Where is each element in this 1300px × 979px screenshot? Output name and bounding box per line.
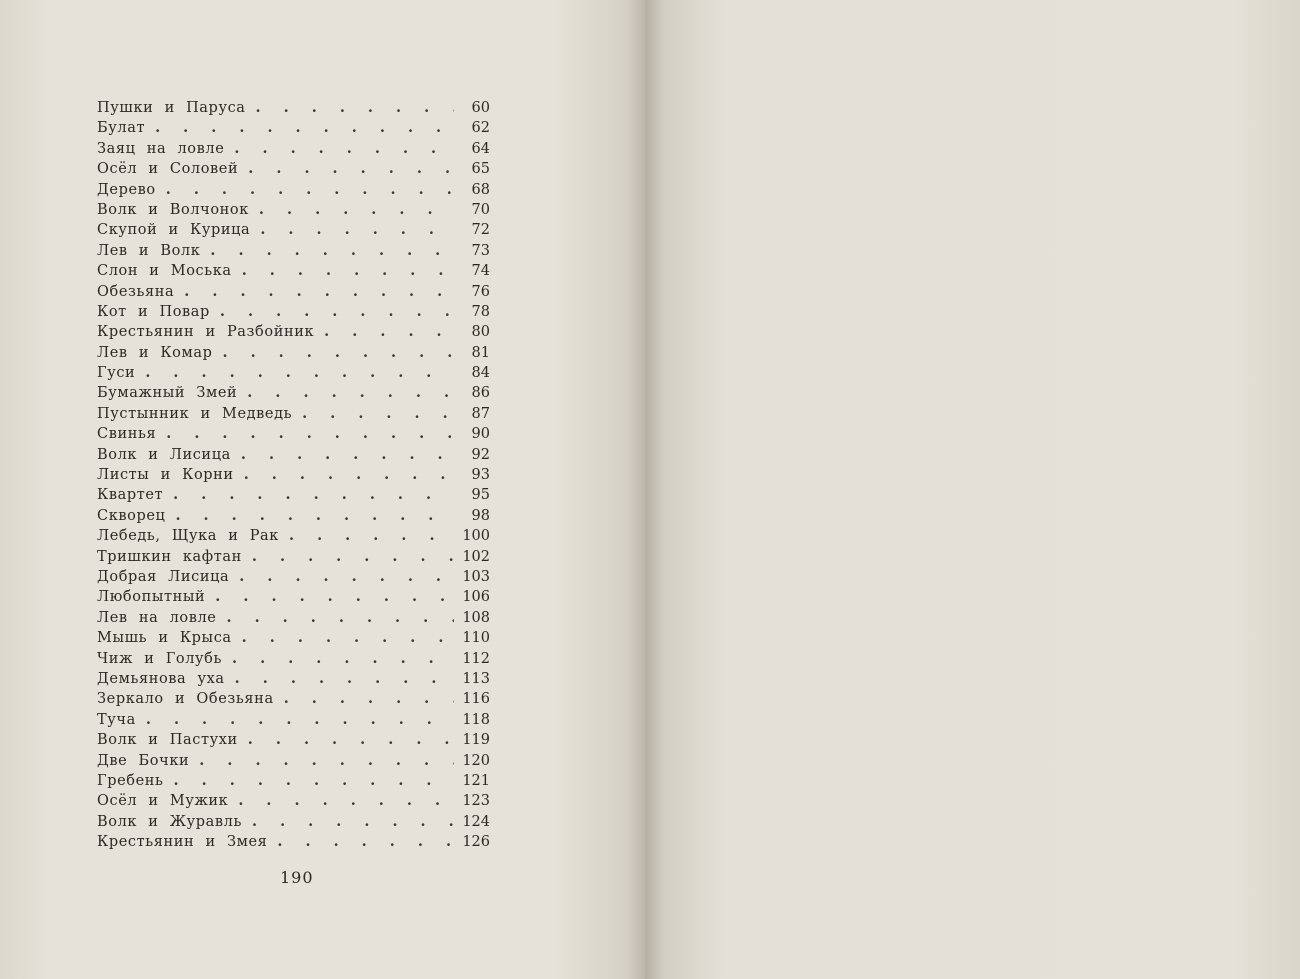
dot-leader (284, 690, 454, 707)
dot-leader (302, 405, 454, 422)
right-page (645, 0, 1300, 979)
entry-page-number: 113 (462, 670, 490, 687)
left-page (0, 0, 645, 979)
entry-title: Лев на ловле (97, 609, 217, 626)
entry-title: Волк и Журавль (97, 813, 242, 830)
toc-entry (97, 384, 490, 404)
entry-page-number: 72 (471, 222, 490, 239)
toc-entry (97, 425, 490, 445)
toc-entry (97, 813, 490, 833)
toc-entry (97, 221, 490, 241)
dot-leader (234, 140, 454, 157)
entry-title: Демьянова уха (97, 670, 225, 687)
entry-title: Чиж и Голубь (97, 650, 222, 667)
entry-page-number: 118 (462, 711, 490, 728)
dot-leader (146, 711, 454, 728)
dot-leader (175, 507, 454, 524)
dot-leader (248, 731, 454, 748)
toc-entry (97, 140, 490, 160)
dot-leader (155, 119, 454, 136)
dot-leader (289, 527, 454, 544)
entry-title: Зеркало и Обезьяна (97, 691, 274, 708)
dot-leader (252, 813, 454, 830)
toc-entry (97, 772, 490, 792)
entry-title: Лев и Волк (97, 242, 201, 259)
entry-title: Обезьяна (97, 283, 175, 300)
entry-page-number: 108 (462, 609, 490, 626)
entry-page-number: 121 (462, 772, 490, 789)
toc-entry (97, 466, 490, 486)
entry-page-number: 62 (471, 120, 490, 137)
toc-entry (97, 507, 490, 527)
entry-page-number: 112 (462, 650, 490, 667)
entry-title: Крестьянин и Разбойник (97, 324, 315, 341)
toc-entry (97, 99, 490, 119)
toc-entry (97, 711, 490, 731)
entry-page-number: 78 (471, 303, 490, 320)
entry-title: Осёл и Мужик (97, 793, 229, 810)
dot-leader (238, 792, 454, 809)
entry-title: Волк и Волчонок (97, 201, 249, 218)
toc-entry (97, 486, 490, 506)
dot-leader (222, 344, 454, 361)
entry-title: Скворец (97, 507, 166, 524)
dot-leader (184, 283, 454, 300)
entry-page-number: 98 (471, 507, 490, 524)
dot-leader (220, 303, 454, 320)
toc-entry (97, 405, 490, 425)
dot-leader (215, 588, 454, 605)
dot-leader (324, 323, 454, 340)
page-number: 190 (280, 868, 314, 887)
dot-leader (166, 181, 454, 198)
entry-title: Булат (97, 120, 146, 137)
toc-entry (97, 323, 490, 343)
entry-title: Гуси (97, 365, 136, 382)
dot-leader (256, 99, 454, 116)
toc-entry (97, 344, 490, 364)
entry-title: Добрая Лисица (97, 568, 230, 585)
entry-title: Мышь и Крыса (97, 630, 232, 647)
entry-page-number: 126 (462, 834, 490, 851)
dot-leader (248, 160, 454, 177)
entry-page-number: 106 (462, 589, 490, 606)
dot-leader (210, 242, 454, 259)
entry-title: Листы и Корни (97, 467, 234, 484)
dot-leader (241, 446, 454, 463)
toc-entry (97, 690, 490, 710)
dot-leader (174, 772, 454, 789)
entry-page-number: 84 (471, 365, 490, 382)
toc-entry (97, 548, 490, 568)
entry-title: Кот и Повар (97, 303, 210, 320)
entry-title: Лебедь, Щука и Рак (97, 528, 279, 545)
entry-title: Гребень (97, 772, 164, 789)
entry-page-number: 116 (462, 691, 490, 708)
dot-leader (239, 568, 454, 585)
dot-leader (242, 262, 454, 279)
entry-page-number: 124 (462, 813, 490, 830)
left-table-of-contents (97, 99, 490, 853)
entry-title: Две Бочки (97, 752, 190, 769)
entry-title: Свинья (97, 426, 157, 443)
toc-entry (97, 588, 490, 608)
entry-page-number: 92 (471, 446, 490, 463)
entry-title: Любопытный (97, 589, 206, 606)
entry-title: Пустынник и Медведь (97, 405, 293, 422)
toc-entry (97, 609, 490, 629)
dot-leader (247, 384, 454, 401)
toc-entry (97, 242, 490, 262)
toc-entry (97, 568, 490, 588)
entry-page-number: 123 (462, 793, 490, 810)
entry-title: Тришкин кафтан (97, 548, 242, 565)
entry-title: Лев и Комар (97, 344, 213, 361)
entry-title: Волк и Лисица (97, 446, 231, 463)
toc-entry (97, 262, 490, 282)
dot-leader (226, 609, 454, 626)
entry-page-number: 86 (471, 385, 490, 402)
toc-entry (97, 731, 490, 751)
entry-title: Туча (97, 711, 136, 728)
entry-title: Слон и Моська (97, 263, 232, 280)
entry-page-number: 74 (471, 263, 490, 280)
toc-entry (97, 303, 490, 323)
dot-leader (252, 548, 454, 565)
entry-title: Пушки и Паруса (97, 100, 246, 116)
dot-leader (199, 752, 454, 769)
toc-entry (97, 119, 490, 139)
dot-leader (260, 221, 454, 238)
toc-entry (97, 629, 490, 649)
entry-page-number: 110 (462, 630, 490, 647)
entry-page-number: 76 (471, 283, 490, 300)
toc-entry (97, 670, 490, 690)
entry-title: Крестьянин и Змея (97, 834, 268, 851)
dot-leader (173, 486, 454, 503)
entry-page-number: 73 (471, 242, 490, 259)
entry-page-number: 68 (471, 181, 490, 198)
toc-entry (97, 364, 490, 384)
entry-page-number: 81 (471, 344, 490, 361)
entry-page-number: 102 (462, 548, 490, 565)
entry-page-number: 119 (462, 732, 490, 749)
entry-title: Дерево (97, 181, 156, 198)
entry-page-number: 80 (471, 324, 490, 341)
dot-leader (259, 201, 454, 218)
entry-title: Скупой и Курица (97, 222, 251, 239)
toc-entry (97, 752, 490, 772)
toc-entry (97, 833, 490, 853)
toc-entry (97, 181, 490, 201)
entry-page-number: 60 (471, 100, 490, 116)
entry-page-number: 93 (471, 467, 490, 484)
toc-entry (97, 527, 490, 547)
dot-leader (242, 629, 454, 646)
entry-title: Бумажный Змей (97, 385, 238, 402)
entry-page-number: 95 (471, 487, 490, 504)
entry-page-number: 70 (471, 201, 490, 218)
toc-entry (97, 650, 490, 670)
entry-page-number: 100 (462, 528, 490, 545)
entry-page-number: 65 (471, 161, 490, 178)
entry-title: Квартет (97, 487, 164, 504)
entry-page-number: 90 (471, 426, 490, 443)
entry-title: Осёл и Соловей (97, 161, 239, 178)
entry-page-number: 120 (462, 752, 490, 769)
dot-leader (145, 364, 454, 381)
dot-leader (277, 833, 454, 850)
toc-entry (97, 160, 490, 180)
entry-title: Волк и Пастухи (97, 732, 238, 749)
entry-page-number: 64 (471, 140, 490, 157)
dot-leader (235, 670, 454, 687)
toc-entry (97, 446, 490, 466)
toc-entry (97, 201, 490, 221)
entry-page-number: 103 (462, 568, 490, 585)
toc-entry (97, 283, 490, 303)
dot-leader (232, 650, 454, 667)
dot-leader (244, 466, 454, 483)
entry-title: Заяц на ловле (97, 140, 225, 157)
entry-page-number: 87 (471, 405, 490, 422)
dot-leader (166, 425, 454, 442)
toc-entry (97, 792, 490, 812)
